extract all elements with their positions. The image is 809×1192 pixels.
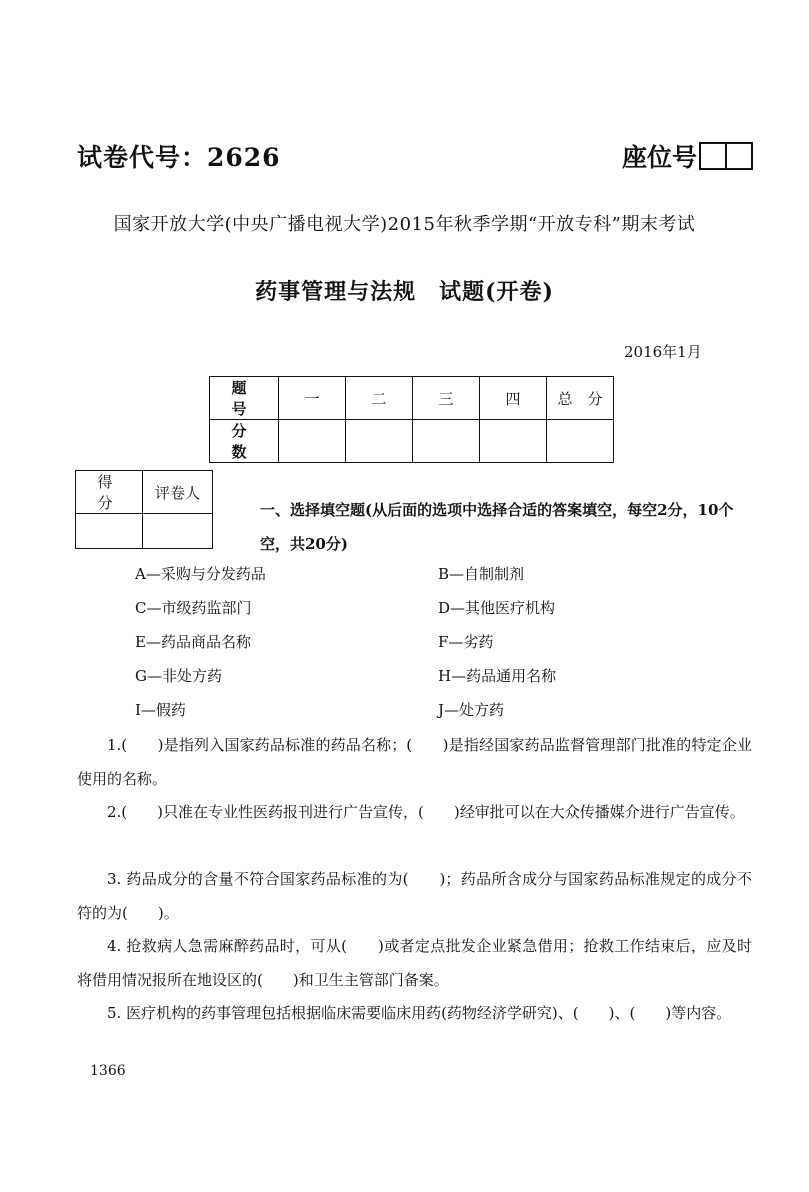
grader-score-cell (76, 514, 143, 549)
seat-number-box (699, 142, 753, 170)
grader-table-header-row (76, 471, 213, 514)
option-h: H—药品通用名称 (438, 667, 557, 685)
score-cell (480, 420, 547, 463)
score-cell (413, 420, 480, 463)
score-table-col-3: 三 (413, 377, 480, 420)
option-g: G—非处方药 (135, 667, 222, 685)
seat-number (622, 138, 753, 174)
paper-code-label: 试卷代号：2626 (77, 143, 281, 172)
score-table-score-row (210, 420, 614, 463)
score-table (209, 376, 614, 463)
grader-table-body-row (76, 514, 213, 549)
score-table-col-4: 四 (480, 377, 547, 420)
score-table-row-label: 分 数 (210, 420, 279, 463)
exam-date: 2016年1月 (624, 343, 702, 361)
score-table-row-label: 题 号 (210, 377, 279, 420)
option-c: C—市级药监部门 (135, 599, 252, 617)
section-heading: 一、选择填空题(从后面的选项中选择合适的答案填空，每空2分，10个空，共20分) (260, 501, 734, 553)
question-5: 5. 医疗机构的药事管理包括根据临床需要临床用药(药物经济学研究)、( )、( )等内容。 (107, 1004, 732, 1022)
seat-label: 座位号 (622, 143, 698, 172)
exam-title: 国家开放大学(中央广播电视大学)2015年秋季学期“开放专科”期末考试 (113, 214, 696, 235)
question-4: 4. 抢救病人急需麻醉药品时，可从( )或者定点批发企业紧急借用；抢救工作结束后，应及时将借用情况报所在地设区的( )和卫生主管部门备案。 (77, 937, 752, 989)
grader-score-label: 得 分 (76, 471, 143, 514)
question-2: 2.( )只准在专业性医药报刊进行广告宣传，( )经审批可以在大众传播媒介进行广告宣传。 (107, 803, 745, 821)
seat-cell (701, 144, 725, 168)
question-3: 3. 药品成分的含量不符合国家药品标准的为( )；药品所含成分与国家药品标准规定的成分不符的为( )。 (77, 870, 752, 922)
subject-title: 药事管理与法规 试题(开卷) (255, 279, 554, 305)
score-cell (547, 420, 614, 463)
option-e: E—药品商品名称 (135, 633, 251, 651)
option-d: D—其他医疗机构 (438, 599, 556, 617)
score-table-col-total: 总 分 (547, 377, 614, 420)
grader-name-label: 评卷人 (143, 471, 213, 514)
option-j: J—处方药 (438, 701, 505, 719)
page-number: 1366 (90, 1063, 126, 1079)
option-a: A—采购与分发药品 (135, 565, 266, 583)
score-table-col-1: 一 (279, 377, 346, 420)
seat-cell (725, 144, 751, 168)
grader-name-cell (143, 514, 213, 549)
question-1: 1.( )是指列入国家药品标准的药品名称；( )是指经国家药品监督管理部门批准的特定企业使用的名称。 (77, 736, 752, 788)
option-b: B—自制制剂 (438, 565, 525, 583)
score-table-col-2: 二 (346, 377, 413, 420)
score-cell (279, 420, 346, 463)
option-f: F—劣药 (438, 633, 494, 651)
option-i: I—假药 (135, 701, 186, 719)
score-table-header-row (210, 377, 614, 420)
score-cell (346, 420, 413, 463)
grader-table (75, 470, 213, 549)
